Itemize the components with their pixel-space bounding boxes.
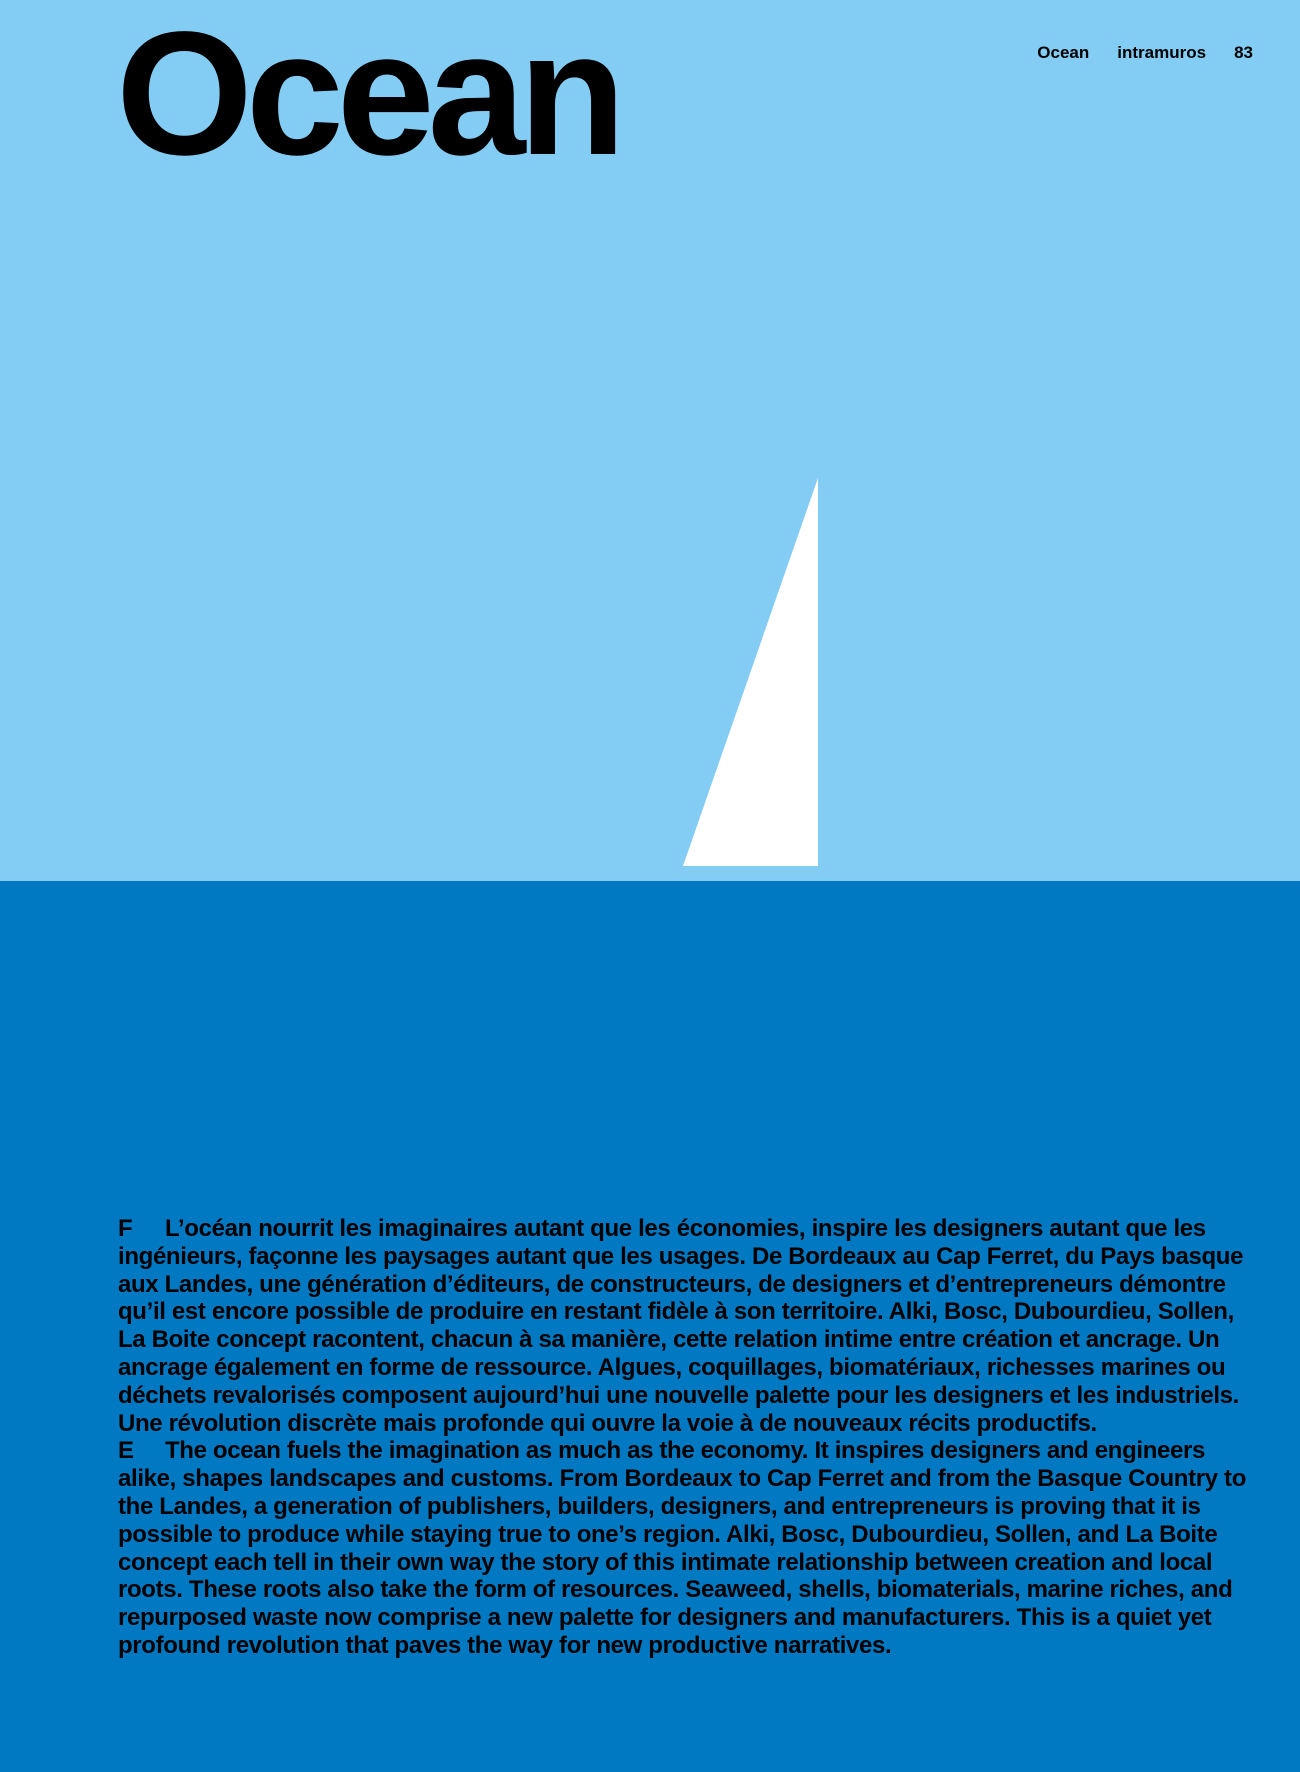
language-marker-english: E xyxy=(118,1437,134,1465)
body-text xyxy=(118,1215,1258,1660)
header-section: Ocean xyxy=(1037,43,1090,62)
header-magazine: intramuros xyxy=(1117,43,1207,62)
paragraph-french-text: L’océan nourrit les imaginaires autant que les économies, inspire les designers autant que les ingénieurs, façonne les paysages autant que les usages. De Bordeaux au Cap Ferret, du Pays basque aux Landes, une génération d’éditeurs, de constructeurs, de designers et d’entrepreneurs démontre qu’il est encore possible de produire en restant fidèle à son territoire. Alki, Bosc, Dubourdieu, Sollen, La Boite concept racontent, chacun à sa manière, cette relation intime entre création et ancrage. Un ancrage également en forme de ressource. Algues, coquillages, biomatériaux, richesses marines ou déchets revalorisés composent aujourd’hui une nouvelle palette pour les designers et les industriels. Une révolution discrète mais profonde qui ouvre la voie à de nouveaux récits productifs. xyxy=(118,1215,1244,1437)
page-number: 83 xyxy=(1234,43,1253,62)
sail-icon xyxy=(680,478,820,866)
paragraph-english xyxy=(118,1437,1258,1659)
language-marker-french: F xyxy=(118,1215,133,1242)
page-title: Ocean xyxy=(116,0,620,192)
paragraph-english-text: The ocean fuels the imagination as much as the economy. It inspires designers and engineers alike, shapes landscapes and customs. From Bordeaux to Cap Ferret and from the Basque Country to the Landes, a generation of publishers, builders, designers, and entrepreneurs is proving that it is possible to produce while staying true to one’s region. Alki, Bosc, Dubourdieu, Sollen, and La Boite concept each tell in their own way the story of this intimate relationship between creation and local roots. These roots also take the form of resources. Seaweed, shells, biomaterials, marine riches, and repurposed waste now comprise a new palette for designers and manufacturers. This is a quiet yet profound revolution that paves the way for new productive narratives. xyxy=(118,1437,1246,1659)
sail-shape xyxy=(683,478,818,866)
paragraph-french xyxy=(118,1215,1258,1437)
running-header xyxy=(1037,43,1253,63)
